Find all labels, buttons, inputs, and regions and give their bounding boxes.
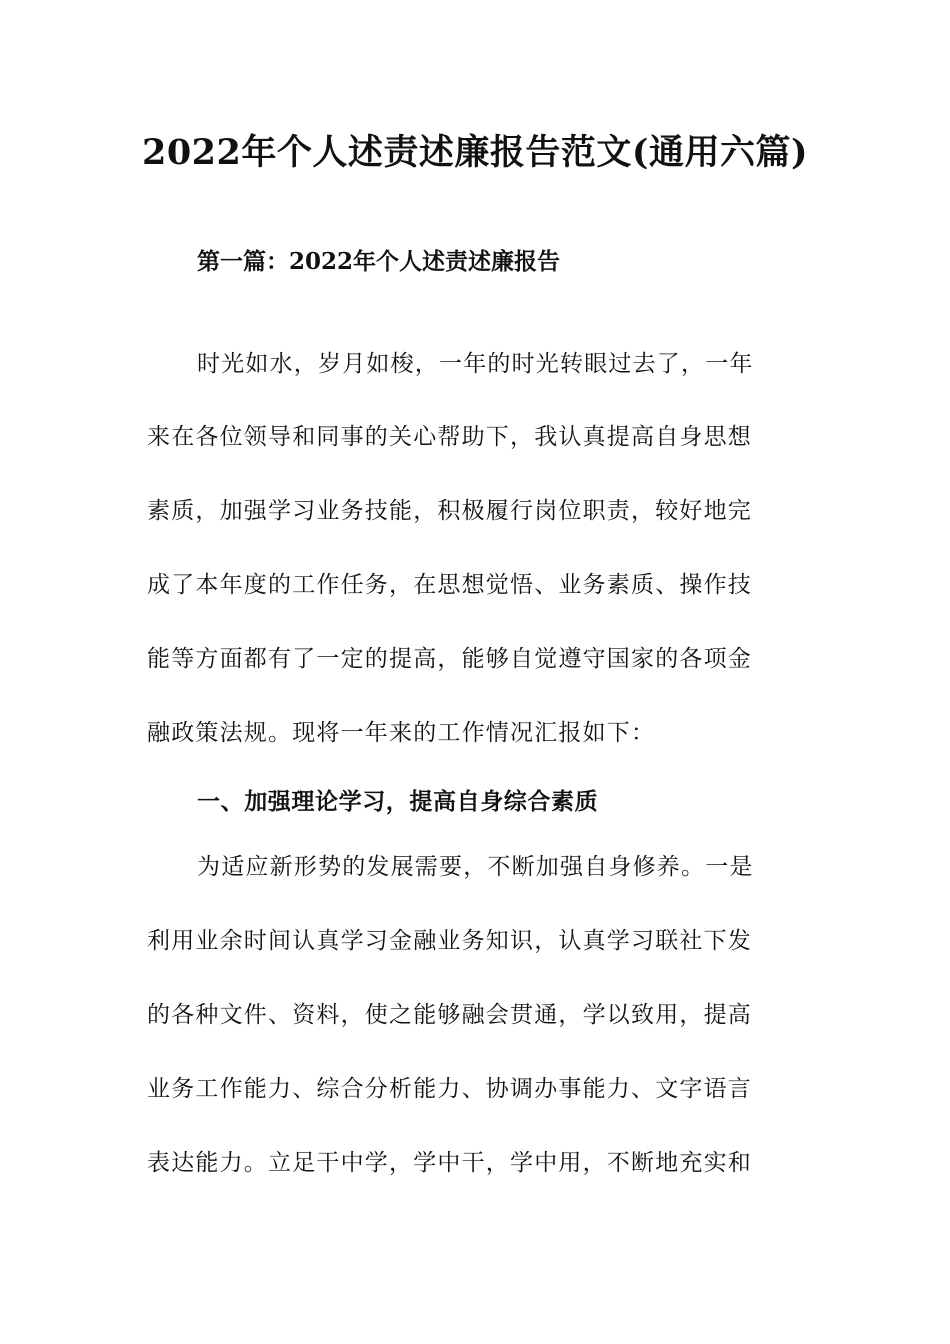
paragraph-line: 业务工作能力、综合分析能力、协调办事能力、文字语言 (147, 1076, 752, 1102)
section-heading: 第一篇：2022年个人述责述廉报告 (197, 248, 561, 275)
paragraph-line: 的各种文件、资料，使之能够融会贯通，学以致用，提高 (147, 1002, 752, 1028)
paragraph-line: 表达能力。立足干中学，学中干，学中用，不断地充实和 (147, 1150, 752, 1176)
paragraph-line: 融政策法规。现将一年来的工作情况汇报如下： (147, 720, 656, 746)
paragraph-line: 能等方面都有了一定的提高，能够自觉遵守国家的各项金 (147, 646, 752, 672)
paragraph-line: 素质，加强学习业务技能，积极履行岗位职责，较好地完 (147, 498, 752, 524)
paragraph-line: 来在各位领导和同事的关心帮助下，我认真提高自身思想 (147, 424, 752, 450)
paragraph-line: 利用业余时间认真学习金融业务知识，认真学习联社下发 (147, 928, 752, 954)
sub-heading: 一、加强理论学习，提高自身综合素质 (197, 788, 599, 815)
document-title: 2022年个人述责述廉报告范文(通用六篇) (141, 132, 809, 173)
paragraph-line: 时光如水，岁月如梭，一年的时光转眼过去了，一年 (197, 351, 754, 377)
paragraph-line: 为适应新形势的发展需要，不断加强自身修养。一是 (197, 854, 754, 880)
paragraph-line: 成了本年度的工作任务，在思想觉悟、业务素质、操作技 (147, 572, 752, 598)
